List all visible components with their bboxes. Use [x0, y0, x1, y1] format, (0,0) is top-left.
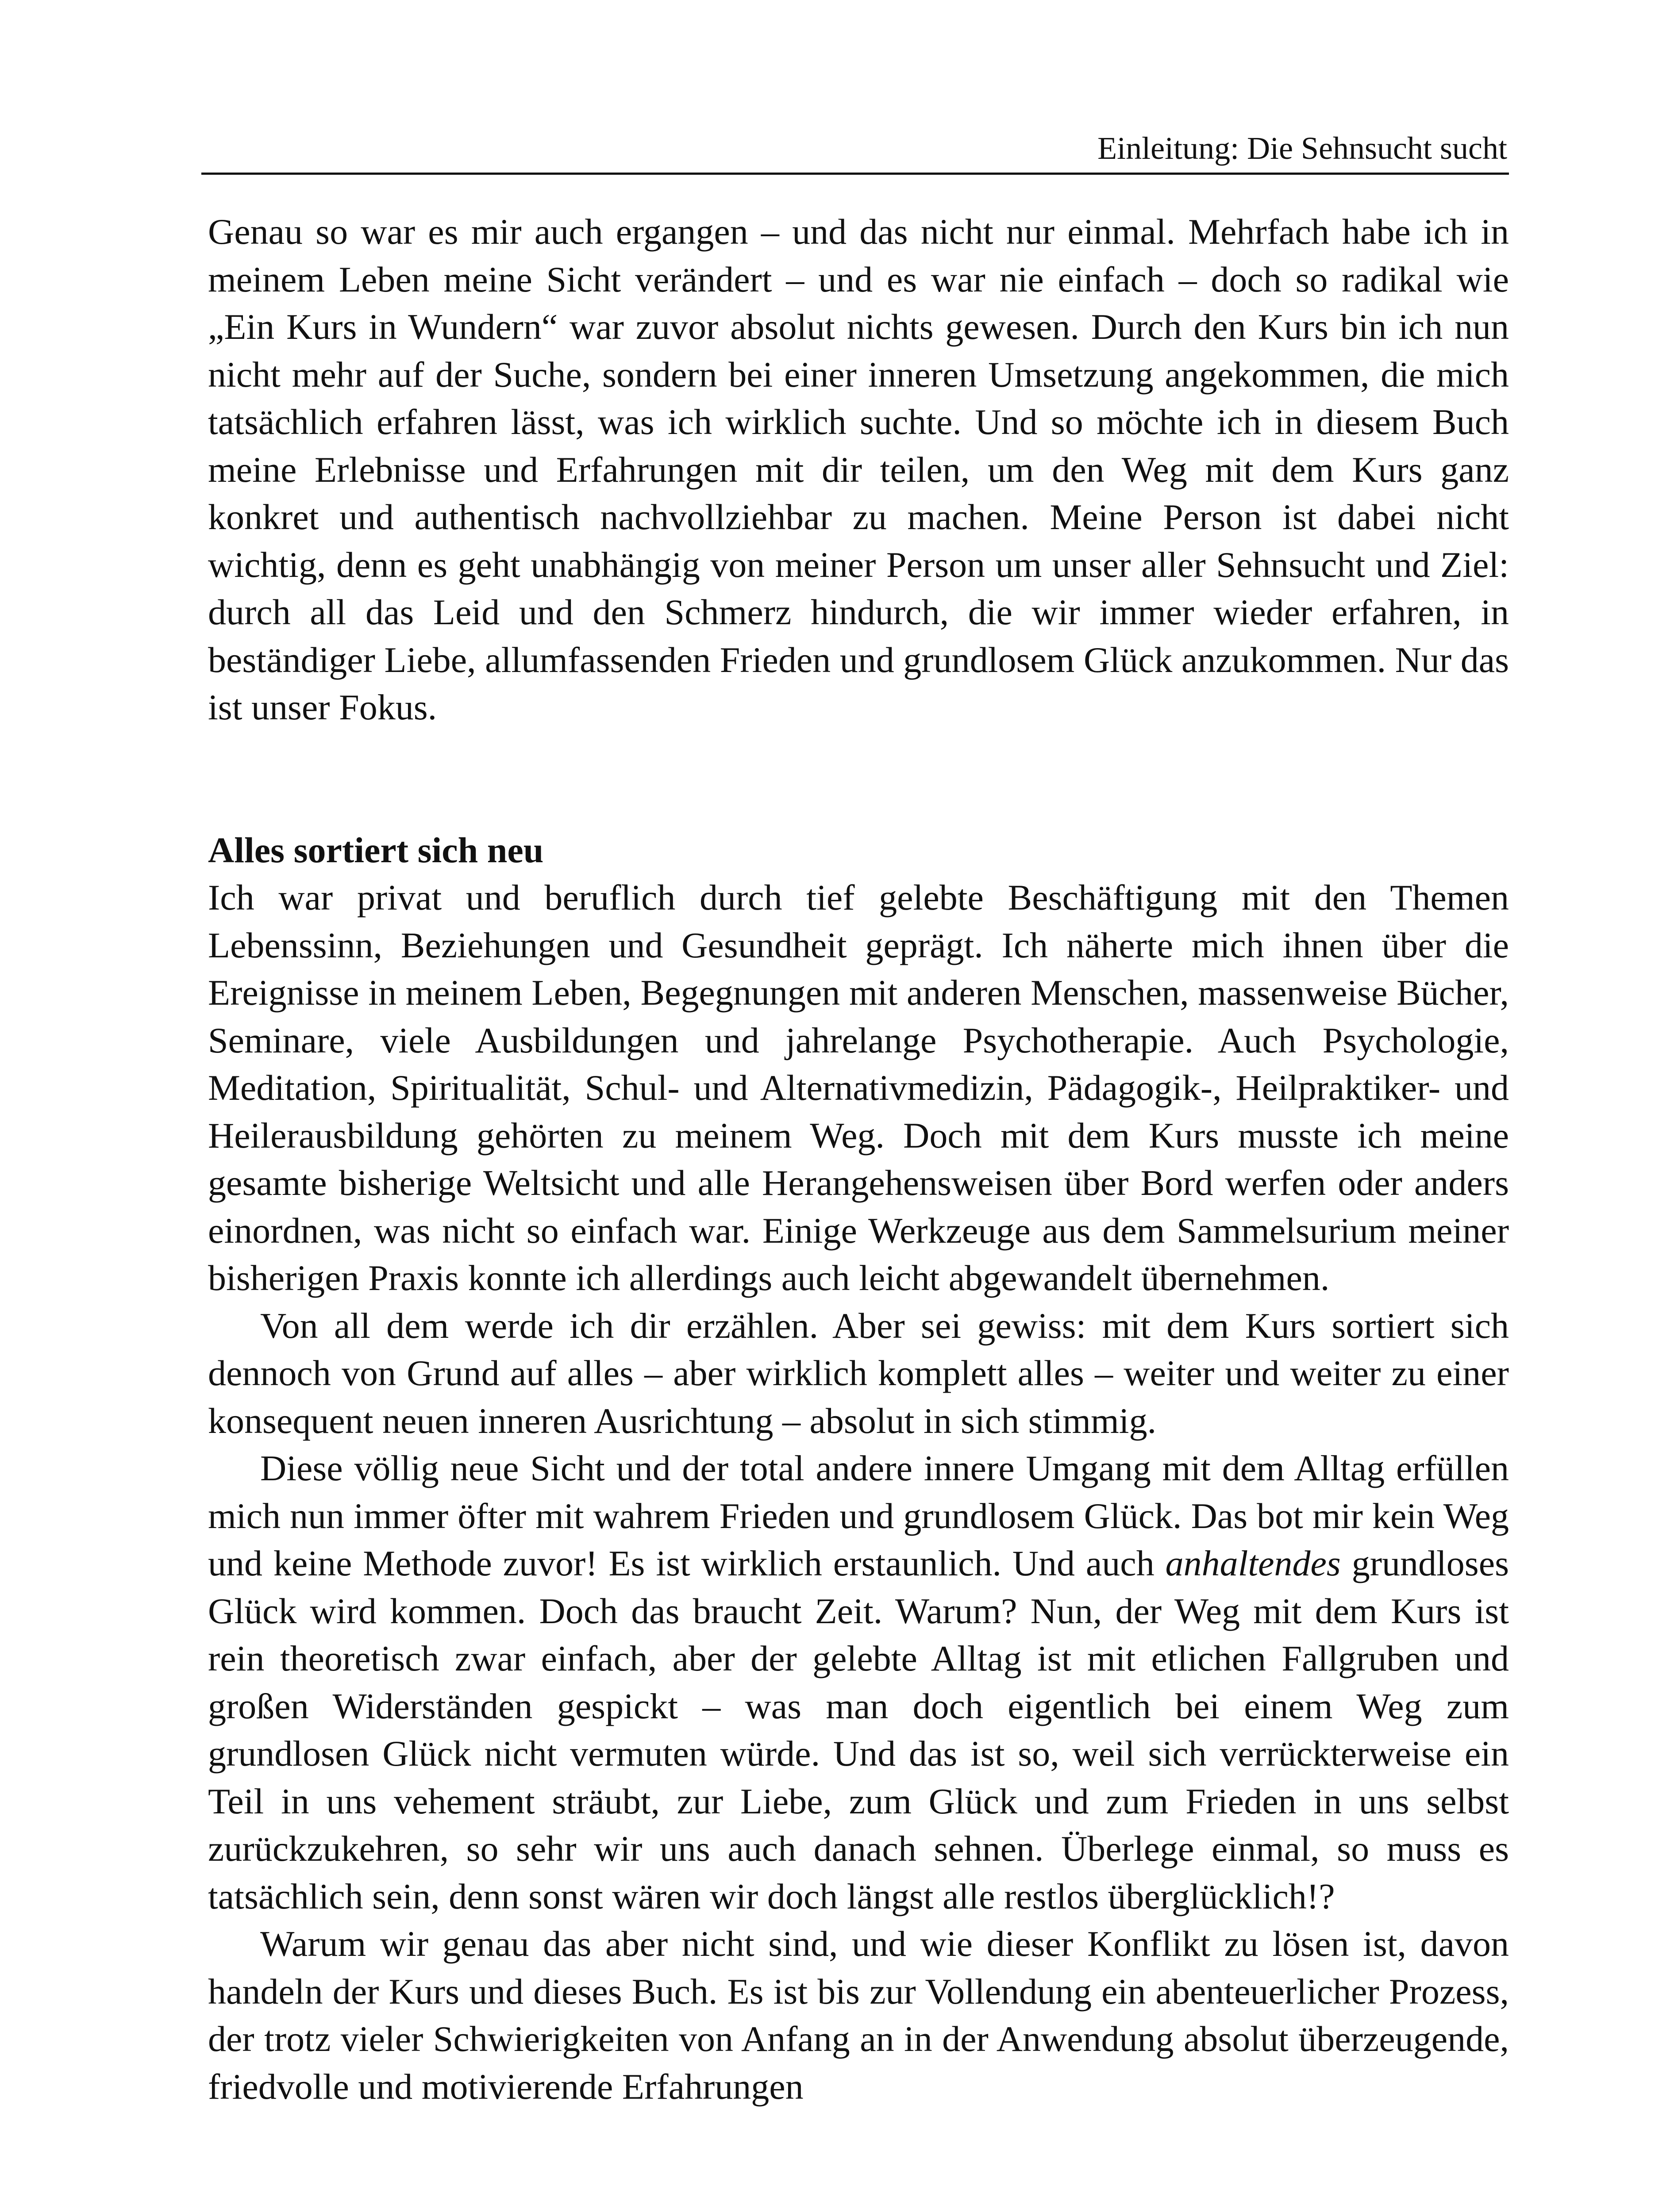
section-paragraph-4: Warum wir genau das aber nicht sind, und wie dieser Konflikt zu lösen ist, davon handeln der Kurs und dieses Buch. Es ist bis zur Vollendung ein abenteuerlicher Prozess, der trotz vieler Schwierigkeiten von Anfang an in der Anwendung absolut überzeugende, friedvolle und motivierende Erfahrungen [208, 1924, 1509, 2107]
running-header [201, 128, 1509, 175]
section-paragraph-3-text-before: Diese völlig neue Sicht und der total andere innere Umgang mit dem Alltag erfüllen mich nun immer öfter mit wahrem Frieden und grundlosem Glück. Das bot mir kein Weg und keine Methode zuvor! Es ist wirklich erstaunlich. Und auch [208, 1448, 1509, 1583]
section-paragraph-3-text-after: grundloses Glück wird kommen. Doch das braucht Zeit. Warum? Nun, der Weg mit dem Kurs ist rein theoretisch zwar einfach, aber der gelebte Alltag ist mit etlichen Fallgruben und großen Widerständen gespickt – was man doch eigentlich bei einem Weg zum grundlosen Glück nicht vermuten würde. Und das ist so, weil sich verrückterweise ein Teil in uns vehement sträubt, zur Liebe, zum Glück und zum Frieden in uns selbst zurückzukehren, so sehr wir uns auch danach sehnen. Überlege einmal, so muss es tatsächlich sein, denn sonst wären wir doch längst alle restlos überglücklich!? [208, 1543, 1509, 1916]
running-header-title: Einleitung: Die Sehnsucht sucht [1097, 131, 1507, 166]
section-paragraph-2: Von all dem werde ich dir erzählen. Aber sei gewiss: mit dem Kurs sortiert sich dennoch von Grund auf alles – aber wirklich komplett alles – weiter und weiter zu einer konsequent neuen inneren Ausrichtung – absolut in sich stimmig. [208, 1305, 1509, 1441]
section-paragraph-3 [208, 1444, 1509, 1920]
section-paragraph-1: Ich war privat und beruflich durch tief gelebte Beschäftigung mit den Themen Lebenssinn, Beziehungen und Gesundheit geprägt. Ich näherte mich ihnen über die Ereignisse in meinem Leben, Begegnungen mit anderen Menschen, massenweise Bücher, Seminare, viele Ausbildungen und jahrelange Psychotherapie. Auch Psychologie, Meditation, Spiritualität, Schul- und Alternativmedizin, Pädagogik-, Heilpraktiker- und Heilerausbildung gehörten zu meinem Weg. Doch mit dem Kurs musste ich meine gesamte bisherige Weltsicht und alle Herangehensweisen über Bord werfen oder anders einordnen, was nicht so einfach war. Einige Werkzeuge aus dem Sammelsurium meiner bisherigen Praxis konnte ich allerdings auch leicht abgewandelt übernehmen. [208, 877, 1509, 1298]
section-paragraph-3-emphasis: anhaltendes [1165, 1543, 1341, 1583]
page-body [208, 208, 1509, 2110]
intro-paragraph: Genau so war es mir auch ergangen – und das nicht nur einmal. Mehrfach habe ich in meinem Leben meine Sicht verändert – und es war nie einfach – doch so radikal wie „Ein Kurs in Wundern“ war zuvor absolut nichts gewesen. Durch den Kurs bin ich nun nicht mehr auf der Suche, sondern bei einer inneren Umsetzung angekommen, die mich tatsächlich erfahren lässt, was ich wirklich suchte. Und so möchte ich in diesem Buch meine Erlebnisse und Erfahrungen mit dir teilen, um den Weg mit dem Kurs ganz konkret und authentisch nachvollziehbar zu machen. Meine Person ist dabei nicht wichtig, denn es geht unabhängig von meiner Person um unser aller Sehnsucht und Ziel: durch all das Leid und den Schmerz hindurch, die wir immer wieder erfahren, in beständiger Liebe, allumfassenden Frieden und grundlosem Glück anzukommen. Nur das ist unser Fokus. [208, 211, 1509, 727]
section-heading: Alles sortiert sich neu [208, 830, 544, 870]
